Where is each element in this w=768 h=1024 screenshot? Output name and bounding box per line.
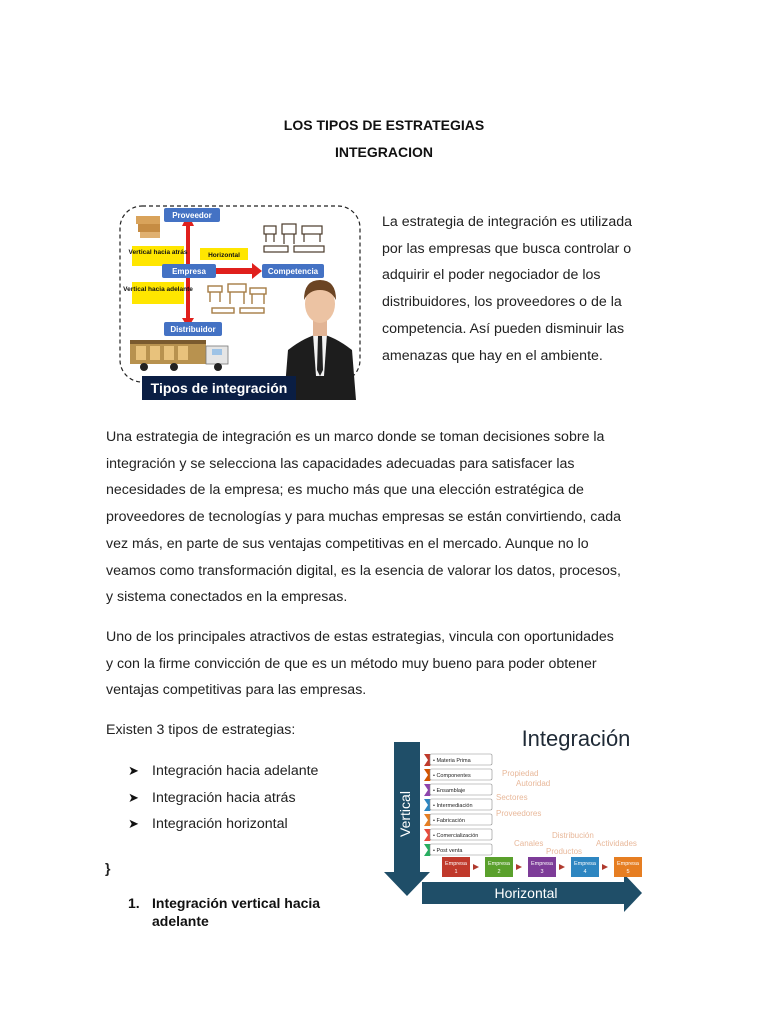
- paragraph-line: ventajas competitivas para las empresas.: [106, 682, 367, 699]
- paragraph-line: proveedores de tecnologías y para muchas empresas se están convirtiendo, cada: [106, 509, 621, 526]
- section-heading-line1: Integración vertical hacia: [152, 895, 321, 911]
- intro-line: competencia. Así pueden disminuir las: [382, 320, 625, 337]
- competencia-label: Competencia: [267, 267, 319, 276]
- company-name: Empresa: [616, 861, 640, 867]
- proveedor-label: Proveedor: [172, 211, 212, 220]
- list-item: [128, 811, 318, 838]
- paragraph-line: veamos como transformación digital, es la esencia de valorar los datos, procesos,: [106, 562, 621, 579]
- stray-brace: }: [105, 860, 111, 876]
- paragraph-line: y con la firme convicción de que es un método muy bueno para poder obtener: [106, 655, 597, 672]
- arrow-bullet-icon: ➤: [128, 789, 139, 805]
- vertical-axis-label: Vertical: [397, 791, 413, 837]
- company-name: Empresa: [487, 861, 511, 867]
- company-number: 1: [454, 869, 458, 875]
- faded-word: Actividades: [596, 839, 637, 848]
- company-number: 5: [626, 869, 630, 875]
- tipos-integracion-figure: [116, 200, 368, 400]
- faded-word: Canales: [514, 839, 544, 848]
- furniture-icon: [264, 224, 324, 252]
- intro-line: amenazas que hay en el ambiente.: [382, 347, 603, 364]
- list-item-text: Integración horizontal: [152, 816, 288, 832]
- step-label: • Ensamblaje: [433, 788, 466, 794]
- intro-paragraph: [382, 209, 660, 369]
- horizontal-axis-label: Horizontal: [494, 885, 558, 901]
- company-name: Empresa: [530, 861, 554, 867]
- faded-word: Proveedores: [496, 809, 542, 818]
- intro-line: por las empresas que busca controlar o: [382, 240, 632, 257]
- list-item: [128, 785, 318, 812]
- faded-word: Distribución: [552, 831, 594, 840]
- wooden-furniture-icon: [208, 284, 266, 313]
- diagram-title: Integración: [521, 726, 631, 751]
- vertical-adelante-label: Vertical hacia adelante: [123, 286, 193, 293]
- types-list: [128, 758, 318, 838]
- intro-line: adquirir el poder negociador de los: [382, 267, 601, 284]
- step-label: • Fabricación: [433, 818, 465, 824]
- paragraph-line: necesidades de la empresa; es mucho más que una elección estratégica de: [106, 482, 584, 499]
- intro-line: La estrategia de integración es utilizada: [382, 214, 633, 230]
- faded-word: Productos: [546, 847, 583, 856]
- paragraph-line: vez más, en parte de sus ventajas competitivas en el mercado. Aunque no lo: [106, 535, 589, 552]
- paragraph-line: Una estrategia de integración es un marco donde se toman decisiones sobre la: [106, 429, 605, 445]
- distribuidor-label: Distribuidor: [170, 325, 216, 334]
- integracion-diagram: [380, 712, 644, 918]
- company-name: Empresa: [444, 861, 468, 867]
- page-title-line2: INTEGRACION: [335, 144, 433, 160]
- list-item: [128, 758, 318, 785]
- faded-word: Sectores: [496, 793, 528, 802]
- truck-icon: [130, 340, 228, 371]
- paragraph-line: Uno de los principales atractivos de estas estrategias, vincula con oportunidades: [106, 629, 614, 645]
- types-intro: Existen 3 tipos de estrategias:: [106, 722, 296, 738]
- list-item-text: Integración hacia adelante: [152, 763, 319, 779]
- arrow-bullet-icon: ➤: [128, 816, 139, 831]
- wood-pallets-icon: [136, 216, 160, 238]
- step-label: • Post venta: [433, 848, 463, 854]
- section-number: 1.: [128, 895, 140, 911]
- company-name: Empresa: [573, 861, 597, 867]
- company-number: 4: [583, 869, 587, 875]
- paragraph-line: integración y se selecciona las capacidades adecuadas para satisfacer las: [106, 455, 575, 472]
- paragraph-line: y sistema conectados en la empresas.: [106, 589, 348, 606]
- horizontal-label: Horizontal: [208, 252, 240, 259]
- faded-word: Propiedad: [502, 769, 539, 778]
- vertical-atras-label: Vertical hacia atrás: [128, 249, 188, 256]
- company-number: 3: [540, 869, 544, 875]
- body-paragraph-2: [106, 424, 660, 611]
- step-label: • Materia Prima: [433, 758, 471, 764]
- body-paragraph-3: [106, 624, 660, 704]
- step-label: • Intermediación: [433, 803, 473, 809]
- step-label: • Componentes: [433, 773, 471, 779]
- figure-caption: Tipos de integración: [150, 380, 288, 396]
- page-title-line1: LOS TIPOS DE ESTRATEGIAS: [283, 117, 485, 133]
- list-item-text: Integración hacia atrás: [152, 789, 296, 806]
- faded-word: Autoridad: [516, 779, 551, 788]
- intro-line: distribuidores, los proveedores o de la: [382, 294, 622, 311]
- empresa-label: Empresa: [172, 267, 206, 276]
- company-number: 2: [497, 869, 501, 875]
- arrow-bullet-icon: ➤: [128, 763, 139, 778]
- section-heading-line2: adelante: [152, 913, 209, 929]
- step-label: • Comercialización: [433, 833, 479, 839]
